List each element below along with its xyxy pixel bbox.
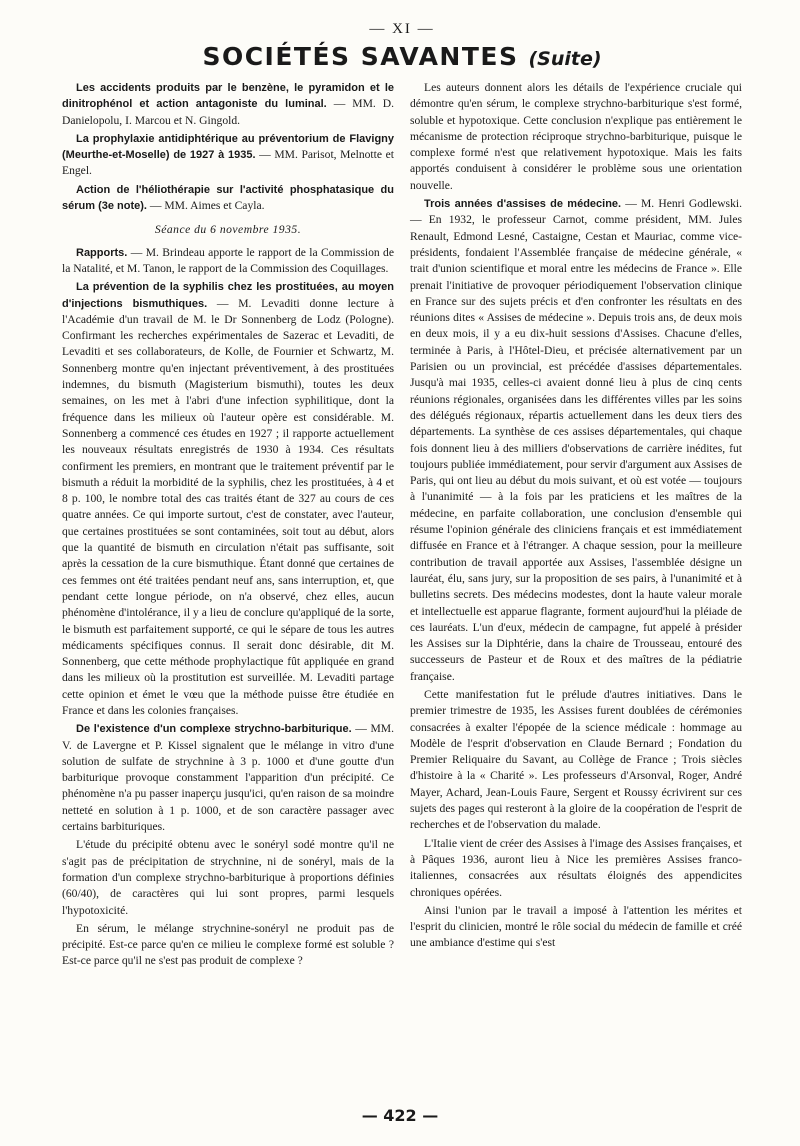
article-authors: — MM. Parisot, Melnotte et Engel. bbox=[62, 148, 394, 178]
article-assises bbox=[410, 196, 742, 685]
paragraph: L'étude du précipité obtenu avec le sonéryl sodé montre qu'il ne s'agit pas de précipitation de strychnine, ni de sonéryl, mais de la formation d'un complexe strychno-barbiturique à proportions définies (60/40), de caractères qui lui sont propres, parmi lesquels l'hypotoxicité. bbox=[62, 838, 394, 917]
article-benzene bbox=[62, 80, 394, 129]
article-title: Action de l'héliothérapie sur l'activité phosphatasique du sérum (3e note). bbox=[62, 183, 394, 213]
article-title: Les accidents produits par le benzène, le pyramidon et le dinitrophénol et action antagoniste du luminal. bbox=[62, 82, 394, 111]
paragraph: Les auteurs donnent alors les détails de l'expérience cruciale qui démontre qu'en sérum, le complexe strychno-barbiturique s'est formé, soluble et hypotoxique. Cette conclusion n'explique pas entièrement le mécanisme de protection réciproque strychno-barbiturique, puisque le complexe formé n'est que relativement hypotoxique. Mais les faits apportés conduisent à considérer le problème sous une orientation nouvelle. bbox=[410, 81, 742, 192]
session-date: Séance du 6 novembre 1935. bbox=[154, 223, 302, 237]
paragraph: L'Italie vient de créer des Assises à l'image des Assises françaises, et à Pâques 1936, auront lieu à Nice les premières Assises franco-italiennes, consacrées aux résultats éloignés des appendicites chroniques opérées. bbox=[410, 836, 742, 899]
article-text: — M. Henri Godlewski. — En 1932, le professeur Carnot, comme président, MM. Jules Renault, Edmond Lesné, Castaigne, Cestan et Mauriac, comme vice-présidents, fondaient l'Assemblée française de médecine générale, « trait d'union scientifique et moral entre les médecins de France ». Elle prenait l'initiative de provoquer périodiquement l'observation clinique en France sur des sujets précis et d'en confronter les résultats en des réunions dites « Assises de médecine ». Depuis trois ans, de deux mois en deux mois, il y a eu dix-huit sessions d'Assises. Chacune d'elles, terminée à Paris, à l'Hôtel-Dieu, et précisée alternativement par un Parisien ou un provincial, est précédée d'assises départementales. Jusqu'à mai 1935, celles-ci avaient donné lieu à plus de cinq cents réunions régionales, organisées dans les différentes villes par les soins des délégués régionaux, répartis actuellement dans les deux tiers des départements. La synthèse de ces assises départementales, qui chaque fois donnent lieu à des milliers d'observations de carrière inédites, fut toujours publiée immédiatement, pour servir d'argument aux Assises de Paris, qui ont lieu au début du mois suivant, et où est votée — toujours à l'unanimité — à la fois par les praticiens et les maîtres de la médecine, en parfaite collaboration, une conclusion d'ensemble qui résume l'opinion générale des cliniciens français et est immédiatement diffusée en France et à l'étranger. A chaque session, pour la meilleure contribution de travail apportée aux Assises, l'assemblée désigne un lauréat, élu, sans jury, sur la proposition de ses pairs, à l'unanimité et à bulletins secrets. Des médecins modestes, dont la haute valeur morale et intellectuelle est apparue flagrante, forment aujourd'hui la pléiade de ces lauréats. L'un d'eux, médecin de campagne, fut appelé à présider les Assises sur la Diphtérie, dans la chaire de Trousseau, entouré des successeurs de Pasteur et de Roux et des maîtres de la pédiatrie française. bbox=[410, 197, 742, 683]
paragraph: Cette manifestation fut le prélude d'autres initiatives. Dans le premier trimestre de 1935, les Assises furent doublées de cérémonies consacrées à exalter l'épopée de la science médicale : hommage au Modèle de l'esprit d'observation en Claude Bernard ; Fondation du Premier Reliquaire du Savant, au Collège de France ; Trois siècles d'histoire à la « Charité ». Les professeurs d'Arsonval, Roger, André Mayer, Achard, Jean-Louis Faure, Sergent et Roussy écrivirent sur ces sujets des pages qui resteront à la gloire de la coopération de l'esprit de recherches et de l'observation du malade. bbox=[410, 687, 742, 832]
two-column-body bbox=[62, 80, 742, 970]
section-title-suite: (Suite) bbox=[528, 48, 602, 70]
article-title: De l'existence d'un complexe strychno-barbiturique. bbox=[76, 723, 352, 736]
article-title: Rapports. bbox=[76, 246, 128, 259]
article-text: — M. Levaditi donne lecture à l'Académie d'un travail de M. le Dr Sonnenberg de Lodz (Pologne). Confirmant les recherches expérimentales de Sazerac et Levaditi, de Levaditi et ses collaborateurs, de Kolle, de Fournier et Schwartz, M. Sonnenberg montre qu'en injectant préventivement, à des prostituées indemnes, du bismuth (Magisterium bismuthi), toutes les deux semaines, on les met à l'abri d'une infection syphilitique, dont la fréquence dans les milieux où l'auteur opère est considérable. M. Sonnenberg a commencé ces études en 1927 ; il rapporte actuellement les nouveaux résultats enregistrés de 1930 à 1934. Ces résultats confirment les premiers, en montrant que le traitement préventif par le bismuth a réduit la morbidité de la syphilis, chez les prostituées, à 4 et 8 p. 100, le nombre total des cas traités étant de 327 au cours de ces quatre années. Ce qui importe surtout, c'est de constater, avec l'auteur, que certaines prostituées se sont contaminées, soit tout au début, alors que la quantité de bismuth en circulation n'était pas suffisante, soit après la cessation de la cure bismuthique. Étant donné que certaines de ces femmes ont été traitées pendant neuf ans, sans interruption, et, que pendant cette longue période, on n'a observé, chez elles, aucun phénomène d'intolérance, il y a lieu de conclure qu'appliqué de la sorte, le bismuth est parfaitement supporté, ce qui le sépare de tous les autres médicaments spécifiques connus. Il serait donc désirable, dit M. Sonnenberg, que cette méthode prophylactique fût appliquée en grand dans les milieux où la prostitution est surveillée. M. Levaditi partage cette opinion et émet le vœu que la méthode puisse être étudiée en France et dans les colonies françaises. bbox=[62, 296, 395, 717]
article-title: La prophylaxie antidiphtérique au préventorium de Flavigny (Meurthe-et-Moselle) de 1927 à 1935. bbox=[62, 132, 394, 162]
article-diphterie bbox=[62, 131, 394, 180]
section-title bbox=[62, 42, 742, 72]
article-strychnine bbox=[62, 721, 394, 835]
article-title: Trois années d'assises de médecine. bbox=[424, 198, 622, 211]
right-column bbox=[410, 80, 742, 970]
page-number: — 422 — bbox=[361, 1106, 439, 1125]
running-header-roman-page: — XI — bbox=[369, 21, 435, 37]
left-column bbox=[62, 80, 394, 970]
article-text: — MM. V. de Lavergne et P. Kissel signalent que le mélange in vitro d'une solution de sulfate de strychnine à 3 p. 1000 et d'une goutte d'un barbiturique provoque constamment l'apparition d'un précipité. Ce phénomène n'a pu passer inaperçu jusqu'ici, qu'en raison de sa moindre netteté en solution à 1 p. 1000, et de son caractère passager avec certains barbituriques. bbox=[62, 722, 394, 834]
article-syphilis bbox=[62, 279, 394, 719]
paragraph: En sérum, le mélange strychnine-sonéryl ne produit pas de précipité. Est-ce parce qu'en ce milieu le complexe formé est soluble ? Est-ce parce qu'il ne s'est pas produit de complexe ? bbox=[62, 921, 394, 968]
article-text: — M. Brindeau apporte le rapport de la Commission de la Natalité, et M. Tanon, le rapport de la Commission des Coquillages. bbox=[62, 245, 394, 275]
article-rapports bbox=[62, 245, 394, 278]
article-heliotherapie bbox=[62, 182, 394, 215]
section-title-main: SOCIÉTÉS SAVANTES bbox=[202, 42, 519, 71]
article-authors: — MM. Aimes et Cayla. bbox=[146, 199, 265, 213]
article-title: La prévention de la syphilis chez les prostituées, au moyen d'injections bismuthiques. bbox=[62, 281, 394, 310]
paragraph: Ainsi l'union par le travail a imposé à l'attention les mérites et l'esprit du clinicien, montré le rôle social du médecin de famille et créé une ambiance d'estime qui s'est bbox=[410, 903, 742, 950]
article-authors: — MM. D. Danielopolu, I. Marcou et N. Gingold. bbox=[62, 97, 395, 127]
